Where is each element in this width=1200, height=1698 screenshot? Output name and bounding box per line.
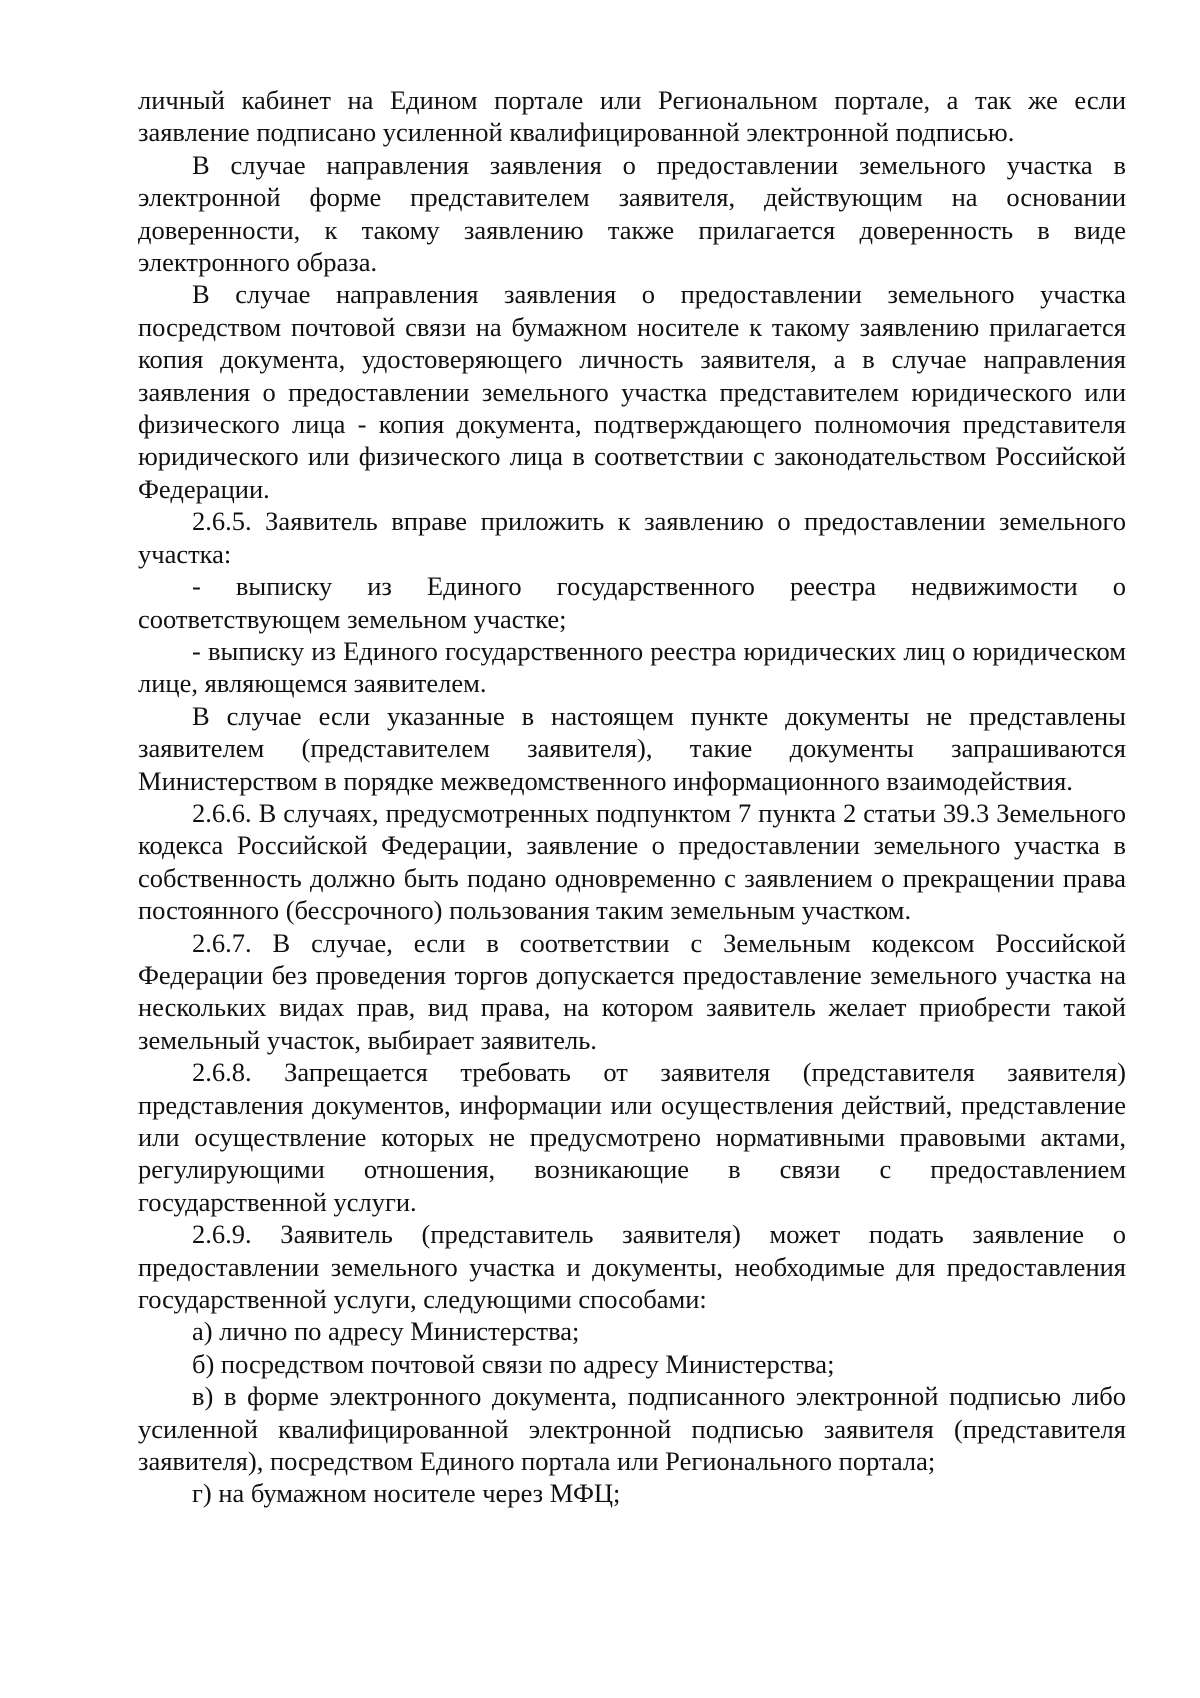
paragraph-2-6-5: 2.6.5. Заявитель вправе приложить к заявлению о предоставлении земельного участка: — [138, 506, 1126, 569]
paragraph-2-6-7: 2.6.7. В случае, если в соответствии с Земельным кодексом Российской Федерации без проведения торгов допускается предоставление земельного участка на нескольких видах прав, вид права, на котором заявитель желает приобрести такой земельный участок, выбирает заявитель. — [138, 927, 1126, 1055]
paragraph-power-of-attorney: В случае направления заявления о предоставлении земельного участка в электронной форме представителем заявителя, действующим на основании доверенности, к такому заявлению также прилагается доверенность в виде электронного образа. — [138, 149, 1126, 278]
list-item-real-estate-extract: - выписку из Единого государственного реестра недвижимости о соответствующем земельном участке; — [138, 571, 1126, 634]
list-item-b-by-post: б) посредством почтовой связи по адресу Министерства; — [192, 1348, 835, 1379]
list-item-legal-entity-extract: - выписку из Единого государственного реестра юридических лиц о юридическом лице, являющемся заявителем. — [138, 635, 1126, 699]
document-page — [138, 84, 1126, 1510]
list-item-a-in-person: а) лично по адресу Министерства; — [192, 1316, 580, 1347]
paragraph-2-6-9: 2.6.9. Заявитель (представитель заявителя) может подать заявление о предоставлении земельного участка и документы, необходимые для предоставления государственной услуги, следующими способами: — [138, 1219, 1126, 1315]
list-item-c-electronic: в) в форме электронного документа, подписанного электронной подписью либо усиленной квалифицированной электронной подписью заявителя (представителя заявителя), посредством Единого портала или Регионального портала; — [138, 1381, 1126, 1477]
paragraph-2-6-6: 2.6.6. В случаях, предусмотренных подпунктом 7 пункта 2 статьи 39.3 Земельного кодекса Российской Федерации, заявление о предоставлении земельного участка в собственность должно быть подано одновременно с заявлением о прекращении права постоянного (бессрочного) пользования таким земельным участком. — [138, 797, 1126, 926]
paragraph-postal-submission: В случае направления заявления о предоставлении земельного участка посредством почтовой связи на бумажном носителе к такому заявлению прилагается копия документа, удостоверяющего личность заявителя, а в случае направления заявления о предоставлении земельного участка представителем юридического или физического лица - копия документа, подтверждающего полномочия представителя юридического или физического лица в соответствии с законодательством Российской Федерации. — [138, 279, 1126, 504]
list-item-d-mfc: г) на бумажном носителе через МФЦ; — [192, 1478, 621, 1509]
paragraph-2-6-8: 2.6.8. Запрещается требовать от заявителя (представителя заявителя) представления документов, информации или осуществления действий, представление или осуществление которых не предусмотрено нормативными правовыми актами, регулирующими отношения, возникающие в связи с предоставлением государственной услуги. — [138, 1057, 1126, 1217]
paragraph-interagency-request: В случае если указанные в настоящем пункте документы не представлены заявителем (представителем заявителя), такие документы запрашиваются Министерством в порядке межведомственного информационного взаимодействия. — [138, 700, 1126, 796]
paragraph-continuation: личный кабинет на Едином портале или Региональном портале, а так же если заявление подписано усиленной квалифицированной электронной подписью. — [138, 85, 1126, 148]
